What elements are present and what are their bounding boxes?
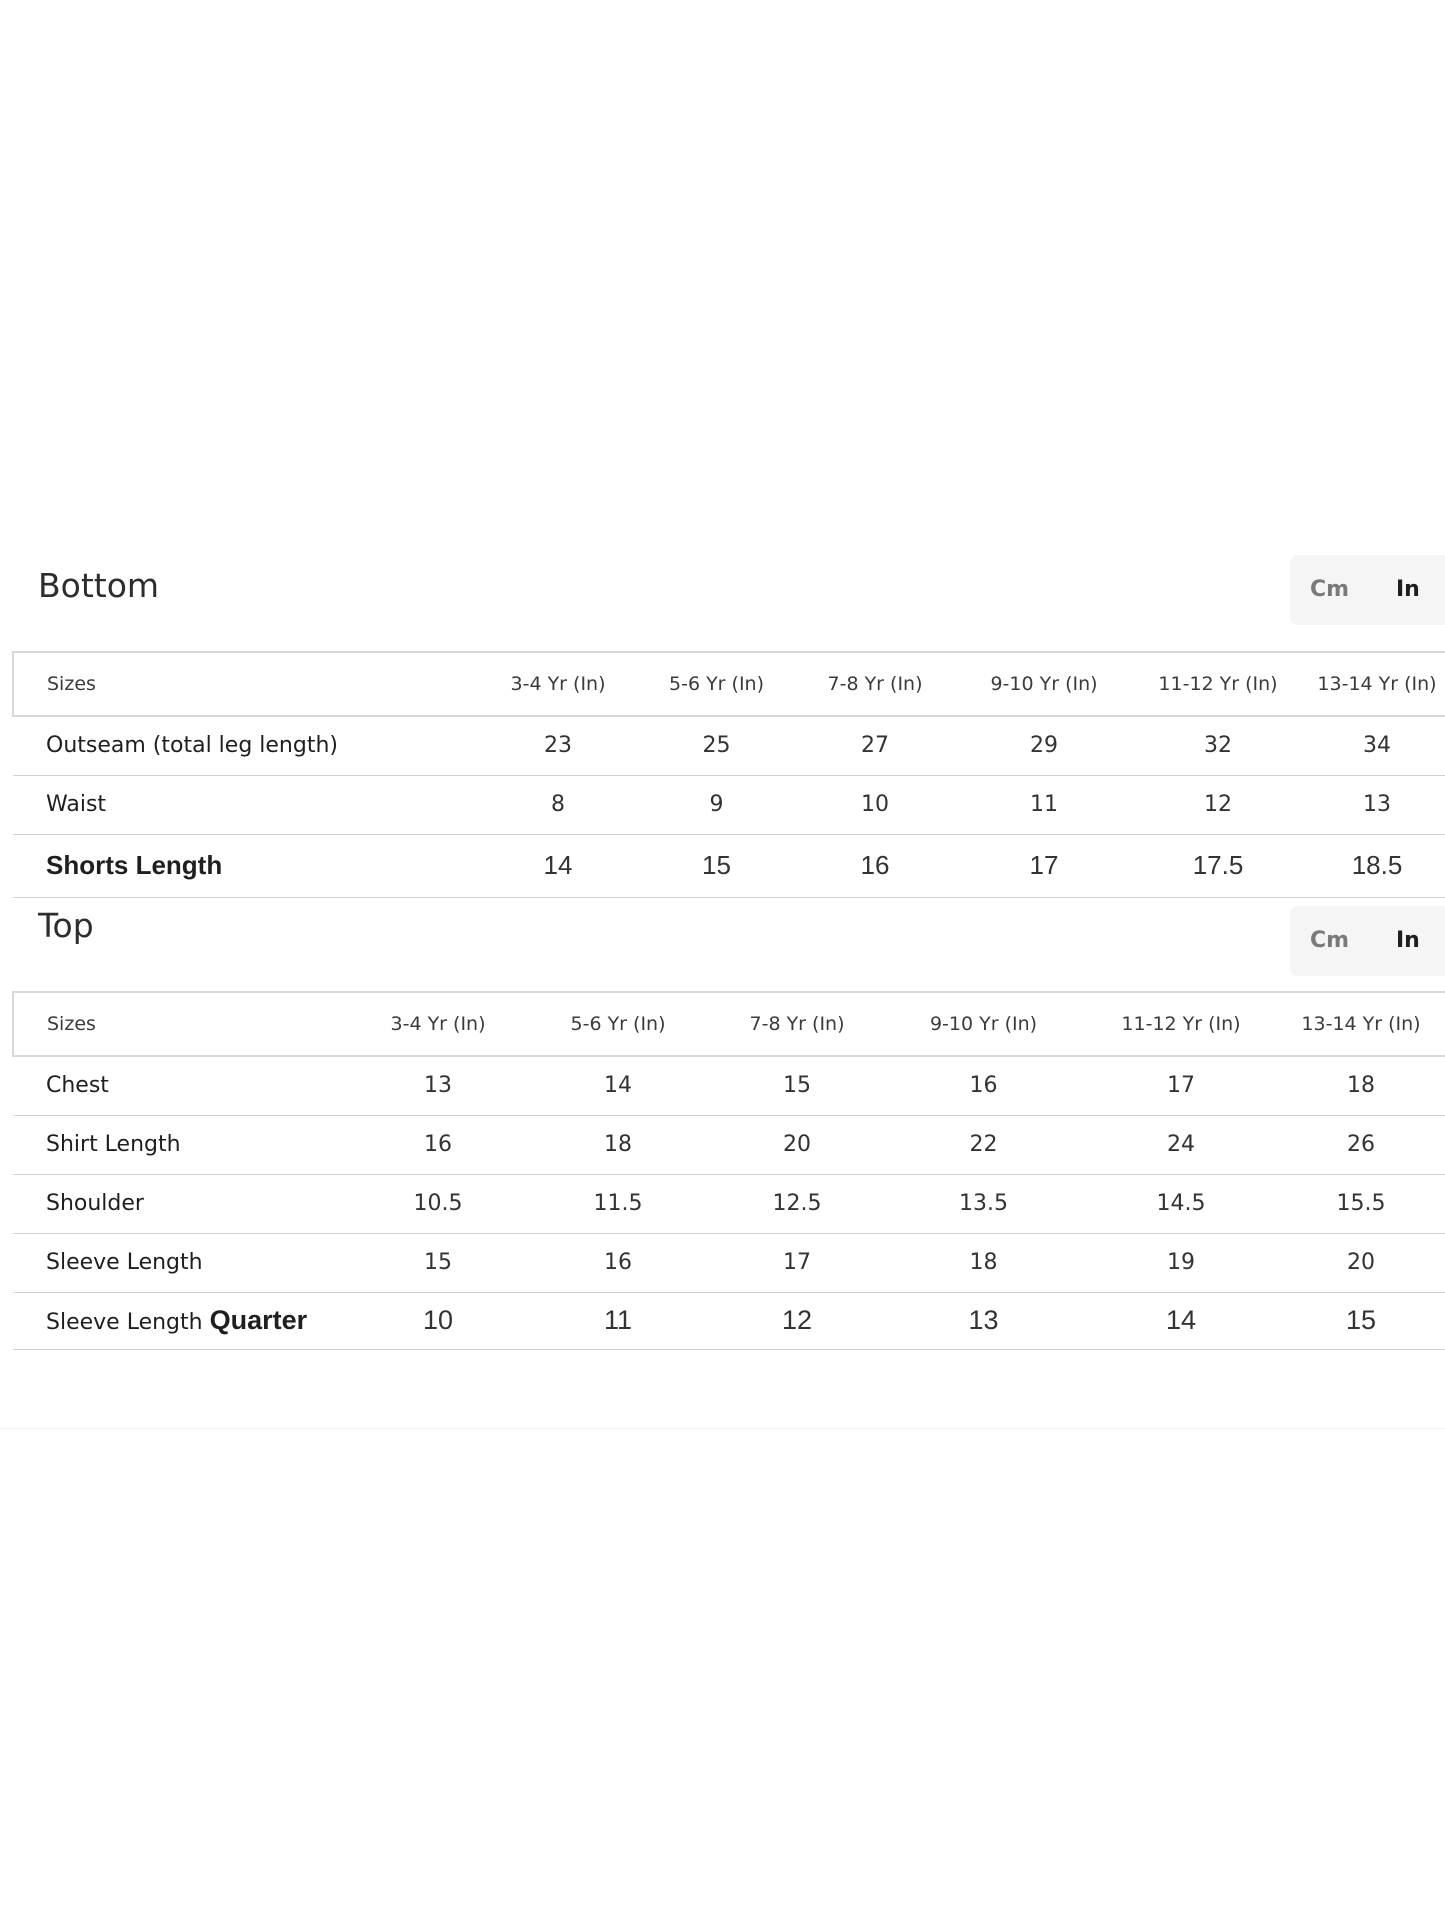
table-cell: 15.5 <box>1276 1174 1445 1233</box>
table-row <box>13 716 1445 775</box>
table-cell: 18 <box>881 1233 1086 1292</box>
top-size-table <box>12 991 1445 1350</box>
table-cell: 11 <box>523 1292 713 1349</box>
table-cell: 9 <box>643 775 790 834</box>
table-cell: 17 <box>713 1233 881 1292</box>
table-cell: 18 <box>523 1115 713 1174</box>
table-cell: 15 <box>1276 1292 1445 1349</box>
table-cell: 15 <box>713 1056 881 1115</box>
top-unit-cm-option[interactable]: Cm <box>1310 928 1350 953</box>
table-cell: 18 <box>1276 1056 1445 1115</box>
table-cell: 8 <box>473 775 643 834</box>
header-column: 9-10 Yr (In) <box>960 652 1128 716</box>
table-cell: 10 <box>790 775 960 834</box>
table-cell: 12 <box>1128 775 1308 834</box>
row-label <box>13 1292 353 1349</box>
header-column: 5-6 Yr (In) <box>523 992 713 1056</box>
table-cell: 11 <box>960 775 1128 834</box>
table-cell: 10.5 <box>353 1174 523 1233</box>
table-cell: 22 <box>881 1115 1086 1174</box>
header-column: 5-6 Yr (In) <box>643 652 790 716</box>
table-cell: 20 <box>1276 1233 1445 1292</box>
table-cell: 27 <box>790 716 960 775</box>
table-cell: 14 <box>1086 1292 1276 1349</box>
table-cell: 10 <box>353 1292 523 1349</box>
table-header-row <box>13 992 1445 1056</box>
table-header-row <box>13 652 1445 716</box>
header-column: 3-4 Yr (In) <box>473 652 643 716</box>
table-cell: 17 <box>960 834 1128 897</box>
header-sizes-label: Sizes <box>13 992 353 1056</box>
table-cell: 25 <box>643 716 790 775</box>
header-column: 13-14 Yr (In) <box>1276 992 1445 1056</box>
table-cell: 14 <box>473 834 643 897</box>
table-cell: 12 <box>713 1292 881 1349</box>
table-row <box>13 1115 1445 1174</box>
row-label-suffix: Quarter <box>209 1305 308 1335</box>
table-cell: 11.5 <box>523 1174 713 1233</box>
table-cell: 18.5 <box>1308 834 1445 897</box>
table-cell: 13.5 <box>881 1174 1086 1233</box>
table-row <box>13 1233 1445 1292</box>
bottom-unit-cm-option[interactable]: Cm <box>1310 577 1350 602</box>
header-column: 7-8 Yr (In) <box>790 652 960 716</box>
table-cell: 14.5 <box>1086 1174 1276 1233</box>
table-cell: 12.5 <box>713 1174 881 1233</box>
table-cell: 16 <box>353 1115 523 1174</box>
row-label: Chest <box>13 1056 353 1115</box>
row-label: Shorts Length <box>13 834 473 897</box>
table-cell: 15 <box>353 1233 523 1292</box>
top-unit-toggle <box>1290 906 1445 976</box>
row-label: Outseam (total leg length) <box>13 716 473 775</box>
bottom-size-table <box>12 651 1445 898</box>
header-sizes-label: Sizes <box>13 652 473 716</box>
header-column: 13-14 Yr (In) <box>1308 652 1445 716</box>
table-cell: 16 <box>523 1233 713 1292</box>
table-cell: 14 <box>523 1056 713 1115</box>
row-label: Shoulder <box>13 1174 353 1233</box>
table-row <box>13 775 1445 834</box>
header-column: 11-12 Yr (In) <box>1086 992 1276 1056</box>
table-cell: 17 <box>1086 1056 1276 1115</box>
table-cell: 24 <box>1086 1115 1276 1174</box>
bottom-unit-toggle <box>1290 555 1445 625</box>
table-cell: 34 <box>1308 716 1445 775</box>
table-row <box>13 834 1445 897</box>
table-cell: 23 <box>473 716 643 775</box>
header-column: 7-8 Yr (In) <box>713 992 881 1056</box>
table-cell: 16 <box>790 834 960 897</box>
table-cell: 26 <box>1276 1115 1445 1174</box>
table-cell: 29 <box>960 716 1128 775</box>
top-unit-in-option[interactable]: In <box>1396 928 1420 953</box>
table-row <box>13 1174 1445 1233</box>
footer-divider <box>0 1428 1445 1429</box>
table-cell: 20 <box>713 1115 881 1174</box>
table-cell: 19 <box>1086 1233 1276 1292</box>
row-label: Waist <box>13 775 473 834</box>
header-column: 3-4 Yr (In) <box>353 992 523 1056</box>
table-row <box>13 1056 1445 1115</box>
row-label: Sleeve Length <box>13 1233 353 1292</box>
table-row <box>13 1292 1445 1349</box>
row-label: Shirt Length <box>13 1115 353 1174</box>
table-cell: 13 <box>353 1056 523 1115</box>
table-cell: 13 <box>881 1292 1086 1349</box>
table-cell: 13 <box>1308 775 1445 834</box>
header-column: 11-12 Yr (In) <box>1128 652 1308 716</box>
header-column: 9-10 Yr (In) <box>881 992 1086 1056</box>
table-cell: 16 <box>881 1056 1086 1115</box>
bottom-section-title: Bottom <box>38 566 160 605</box>
bottom-unit-in-option[interactable]: In <box>1396 577 1420 602</box>
row-label-text: Sleeve Length <box>46 1310 203 1335</box>
table-cell: 17.5 <box>1128 834 1308 897</box>
top-section-title: Top <box>38 906 94 945</box>
table-cell: 15 <box>643 834 790 897</box>
table-cell: 32 <box>1128 716 1308 775</box>
